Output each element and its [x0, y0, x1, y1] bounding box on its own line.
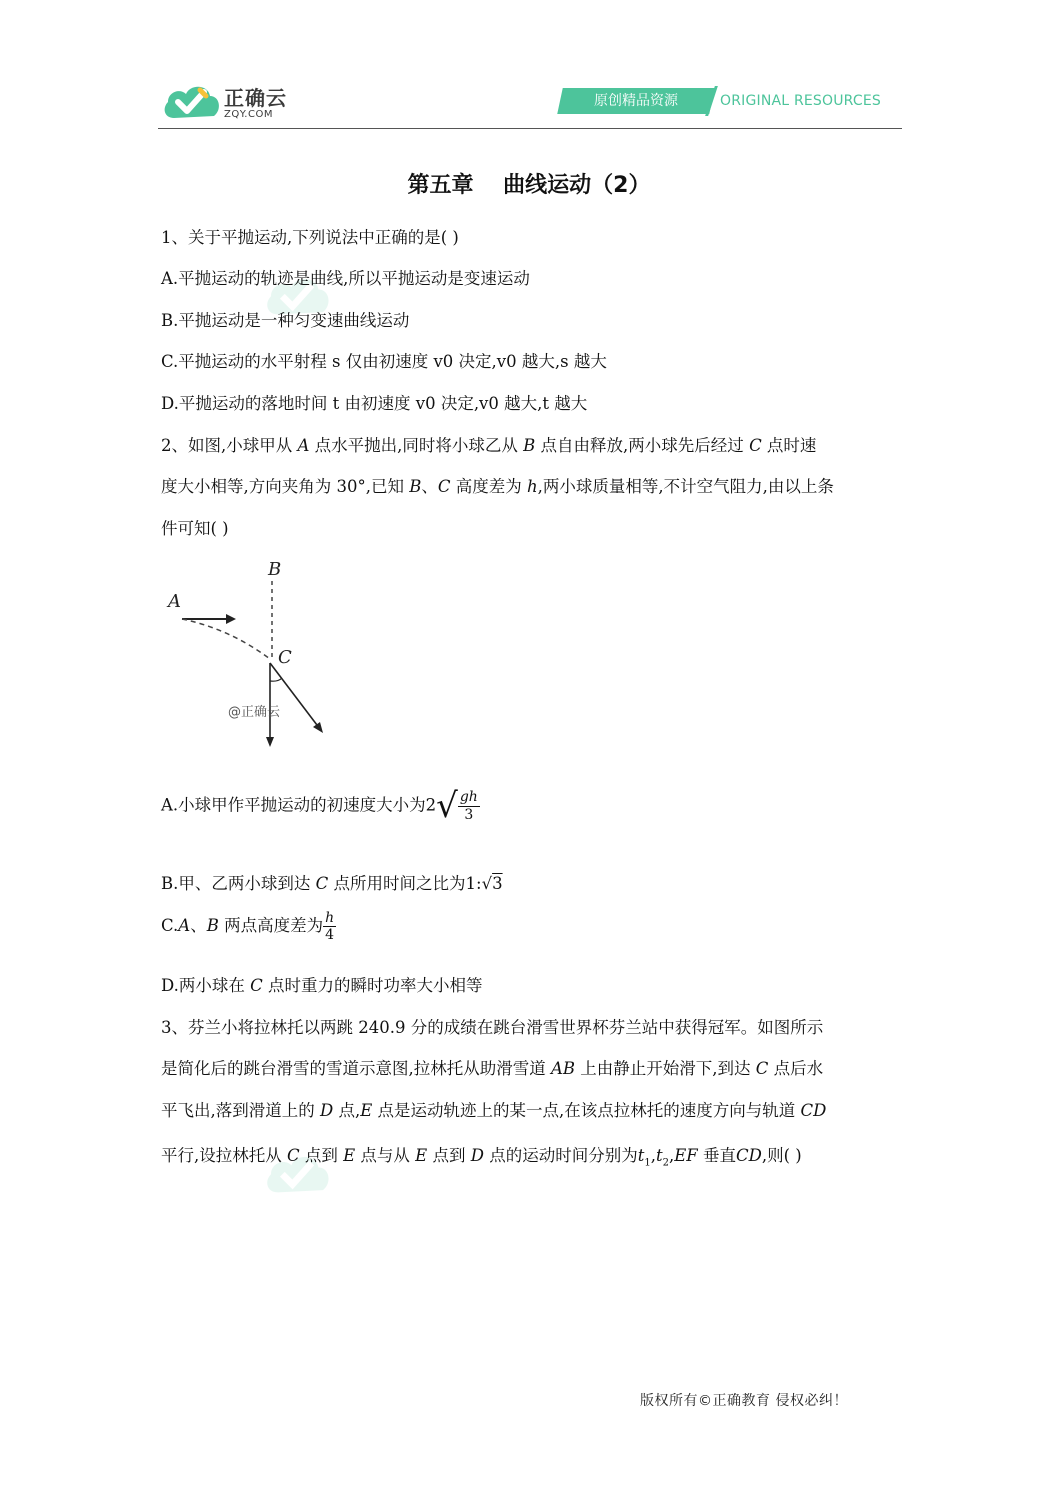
option-text: D.两小球在 [161, 976, 251, 995]
segment-ab: AB [551, 1059, 576, 1078]
point-c: C [437, 477, 451, 496]
q2-option-d [161, 972, 483, 996]
q2-stem-line2 [161, 473, 834, 497]
separator: , [650, 1146, 656, 1165]
q3-text: 是简化后的跳台滑雪的雪道示意图,拉林托从助滑雪道 [161, 1059, 551, 1078]
numerator: h [325, 910, 335, 926]
denominator: 4 [325, 927, 335, 944]
root-value: 3 [492, 874, 503, 893]
height-h: h [527, 477, 538, 496]
logo-en: ZQY.COM [224, 109, 273, 120]
q2-stem-line3: 件可知( ) [161, 519, 229, 538]
q2-option-c [161, 910, 336, 943]
q3-text: 点后水 [768, 1059, 824, 1078]
copyright-footer: 版权所有©正确教育 侵权必纠！ [640, 1393, 848, 1409]
figure-label-c: C [278, 647, 292, 668]
option-text: A.小球甲作平抛运动的初速度大小为 [161, 795, 426, 815]
q2-text: 点水平抛出,同时将小球乙从 [309, 436, 524, 455]
figure-label-a: A [168, 591, 181, 612]
q1-option-a: A.平抛运动的轨迹是曲线,所以平抛运动是变速运动 [161, 269, 530, 288]
q1-option-d: D.平抛运动的落地时间 t 由初速度 v0 决定,v0 越大,t 越大 [161, 394, 588, 413]
trajectory-curve [182, 619, 270, 659]
segment-cd: CD [735, 1146, 762, 1165]
q2-text: 度大小相等,方向夹角为 30°,已知 [161, 477, 410, 496]
q3-line2 [161, 1055, 823, 1079]
q3-text: 垂直 [697, 1146, 736, 1165]
q2-option-a [161, 786, 480, 826]
point-b: B [523, 436, 536, 455]
segment-ef: EF [674, 1146, 698, 1165]
logo-cn: 正确云 [224, 86, 287, 110]
q2-text: 、 [421, 477, 438, 496]
q3-text: 点到 [299, 1146, 344, 1165]
cloud-check-icon [160, 78, 222, 122]
q3-text: 平飞出,落到滑道上的 [161, 1101, 320, 1120]
point-e: E [360, 1101, 373, 1120]
option-text: C. [161, 916, 179, 936]
option-text: 两点高度差为 [218, 916, 324, 936]
arrowhead [313, 722, 323, 733]
projectile-figure [160, 555, 340, 755]
fraction [458, 789, 480, 822]
page-header [158, 76, 902, 129]
q2-text: 点时速 [761, 436, 817, 455]
point-c: C [250, 976, 263, 995]
arrowhead [266, 737, 274, 747]
point-d: D [320, 1101, 334, 1120]
subscript: 2 [662, 1157, 669, 1169]
figure-label-b: B [268, 559, 282, 580]
point-a: A [297, 436, 310, 455]
subscript: 1 [644, 1157, 651, 1169]
point-c: C [755, 1059, 769, 1078]
q2-text: 高度差为 [450, 477, 527, 496]
q2-option-b [161, 870, 503, 894]
point-c: C [287, 1146, 300, 1165]
q3-text: 点是运动轨迹上的某一点,在该点拉林托的速度方向与轨道 [372, 1101, 801, 1120]
banner-cn: 原创精品资源 [594, 93, 678, 109]
time-t2: t [655, 1146, 663, 1165]
q2-stem-line1 [161, 432, 816, 456]
q3-text: 点的运动时间分别为 [483, 1146, 638, 1165]
point-a: A [178, 916, 191, 936]
ratio: 1: [465, 874, 482, 893]
option-text: 、 [190, 916, 207, 936]
q3-line4 [161, 1142, 802, 1168]
q3-text: 点与从 [355, 1146, 416, 1165]
point-b: B [206, 916, 219, 936]
point-e: E [415, 1146, 428, 1165]
segment-cd: CD [800, 1101, 827, 1120]
coefficient: 2 [425, 795, 437, 815]
q1-stem: 1、关于平抛运动,下列说法中正确的是( ) [161, 228, 459, 247]
fraction [323, 910, 336, 943]
original-badge [557, 88, 715, 114]
option-text: 点时重力的瞬时功率大小相等 [262, 976, 483, 995]
arrowhead [226, 614, 236, 624]
q3-text: 平行,设拉林托从 [161, 1146, 287, 1165]
point-e: E [343, 1146, 356, 1165]
q1-option-b: B.平抛运动是一种匀变速曲线运动 [161, 311, 410, 330]
q2-text: ,两小球质量相等,不计空气阻力,由以上条 [537, 477, 834, 496]
point-c: C [749, 436, 762, 455]
point-c: C [315, 874, 329, 893]
point-d: D [470, 1146, 484, 1165]
page-title: 第五章 曲线运动（2） [407, 173, 651, 198]
sqrt-icon: √ [481, 874, 493, 893]
option-text: B.甲、乙两小球到达 [161, 874, 316, 893]
q2-text: 点自由释放,两小球先后经过 [535, 436, 750, 455]
q3-line1: 3、芬兰小将拉林托以两跳 240.9 分的成绩在跳台滑雪世界杯芬兰站中获得冠军。如图所示 [161, 1018, 824, 1037]
numerator: gh [459, 789, 478, 806]
sqrt-icon: √ [436, 786, 458, 826]
banner-en: ORIGINAL RESOURCES [720, 93, 882, 109]
angle-arc [270, 678, 282, 681]
q3-text: ,则( ) [761, 1146, 802, 1165]
denominator: 3 [464, 806, 474, 823]
time-t1: t [637, 1146, 645, 1165]
q2-text: 2、如图,小球甲从 [161, 436, 298, 455]
q3-text: 上由静止开始滑下,到达 [575, 1059, 756, 1078]
option-text: 点所用时间之比为 [328, 874, 466, 893]
q3-line3 [161, 1097, 826, 1121]
separator: , [668, 1146, 675, 1165]
point-b: B [409, 477, 422, 496]
zqy-logo [158, 76, 298, 124]
q1-option-c: C.平抛运动的水平射程 s 仅由初速度 v0 决定,v0 越大,s 越大 [161, 352, 607, 371]
q3-text: 点到 [427, 1146, 471, 1165]
q3-text: 点, [333, 1101, 361, 1120]
figure-watermark: @正确云 [228, 705, 281, 720]
